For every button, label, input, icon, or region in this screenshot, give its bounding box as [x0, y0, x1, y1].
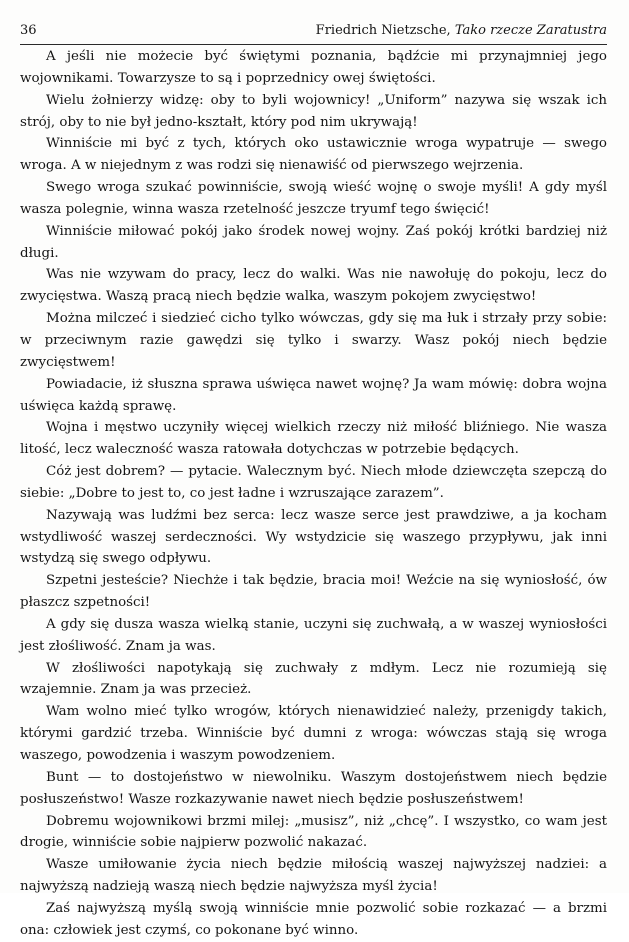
- paragraph: Wielu żołnierzy widzę: oby to byli wojownicy! „Uniform” nazywa się wszak ich strój, oby to nie był jedno-kształt, który pod nim ukrywają!: [20, 92, 607, 130]
- paragraph: W złośliwości napotykają się zuchwały z mdłym. Lecz nie rozumieją się wzajemnie. Znam ja was przecież.: [20, 660, 607, 698]
- paragraph: Bunt — to dostojeństwo w niewolniku. Waszym dostojeństwem niech będzie posłuszeństwo! Wasze rozkazywanie nawet niech będzie posłuszeństwem!: [20, 769, 607, 807]
- paragraph: Zaś najwyższą myślą swoją winniście mnie pozwolić sobie rozkazać — a brzmi ona: człowiek jest czymś, co pokonane być winno.: [20, 900, 607, 938]
- page-header: [20, 20, 607, 42]
- header-rule: [20, 44, 607, 45]
- paragraph: Powiadacie, iż słuszna sprawa uświęca nawet wojnę? Ja wam mówię: dobra wojna uświęca każdą sprawę.: [20, 376, 607, 414]
- body-text: [20, 46, 607, 942]
- paragraph: Można milczeć i siedzieć cicho tylko wówczas, gdy się ma łuk i strzały przy sobie: w przeciwnym razie gawędzi się tylko i swarzy. Wasz pokój niech będzie zwycięstwem!: [20, 311, 607, 370]
- paragraph: A jeśli nie możecie być świętymi poznania, bądźcie mi przynajmniej jego wojownikami. Towarzysze to są i poprzednicy owej świętości.: [20, 49, 607, 86]
- paragraph: Wam wolno mieć tylko wrogów, których nienawidzieć należy, przenigdy takich, którymi gardzić trzeba. Winniście być dumni z wroga: wówczas stają się wroga waszego, powodzenia i waszym powodzeniem.: [20, 704, 607, 763]
- paragraph: Szpetni jesteście? Niechże i tak będzie, bracia moi! Weźcie na się wyniosłość, ów płaszcz szpetności!: [20, 573, 607, 611]
- paragraph: Was nie wzywam do pracy, lecz do walki. Was nie nawołuję do pokoju, lecz do zwycięstwa. Waszą pracą niech będzie walka, waszym pokojem zwycięstwo!: [20, 267, 607, 305]
- page-number: 36: [20, 23, 37, 38]
- paragraph: Winniście mi być z tych, których oko ustawicznie wroga wypatruje — swego wroga. A w niejednym z was rodzi się nienawiść od pierwszego wejrzenia.: [20, 136, 607, 174]
- paragraph: Wasze umiłowanie życia niech będzie miłością waszej najwyższej nadziei: a najwyższą nadzieją waszą niech będzie najwyższa myśl życia!: [20, 857, 607, 895]
- paragraph: A gdy się dusza wasza wielką stanie, uczyni się zuchwałą, a w waszej wyniosłości jest złośliwość. Znam ja was.: [20, 616, 607, 654]
- work-title: Tako rzecze Zaratustra: [454, 23, 607, 38]
- paragraph: Wojna i męstwo uczyniły więcej wielkich rzeczy niż miłość bliźniego. Nie wasza litość, lecz waleczność wasza ratowała dotychczas w potrzebie będących.: [20, 420, 607, 458]
- paragraph: Nazywają was ludźmi bez serca: lecz wasze serce jest prawdziwe, a ja kocham wstydliwość waszej serdeczności. Wy wstydzicie się waszego przypływu, jak inni wstydzą się swego odpływu.: [20, 507, 607, 567]
- paragraph: Winniście miłować pokój jako środek nowej wojny. Zaś pokój krótki bardziej niż długi.: [20, 223, 607, 261]
- paragraph: Dobremu wojownikowi brzmi milej: „musisz”, niż „chcę”. I wszystko, co wam jest drogie, winniście sobie najpierw pozwolić nakazać.: [20, 813, 607, 851]
- paragraph: Cóż jest dobrem? — pytacie. Walecznym być. Niech młode dziewczęta szepczą do siebie: „Dobre to jest to, co jest ładne i wzruszające zarazem”.: [20, 464, 607, 501]
- paragraph: Swego wroga szukać powinniście, swoją wieść wojnę o swoje myśli! A gdy myśl wasza polegnie, winna wasza rzetelność jeszcze tryumf tego święcić!: [20, 180, 607, 217]
- author-name: Friedrich Nietzsche,: [315, 23, 451, 38]
- running-title: [316, 20, 607, 42]
